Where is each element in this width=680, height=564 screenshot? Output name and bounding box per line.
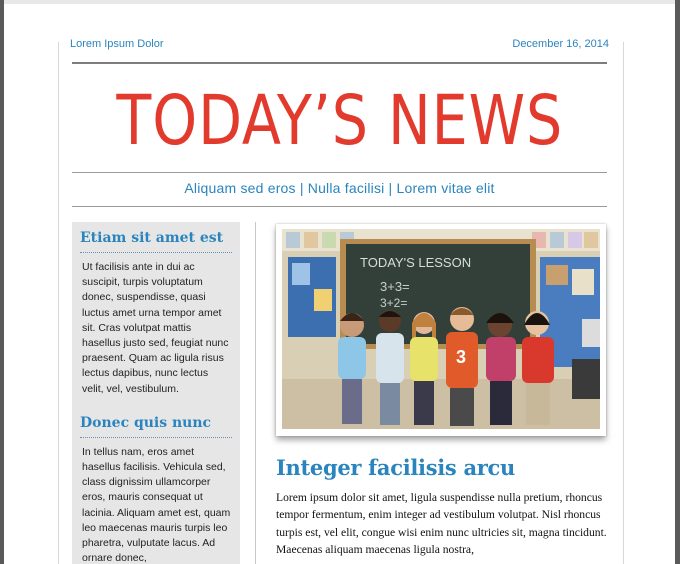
tagline-bottom-rule [72,206,607,207]
sidebar-text-1: Ut facilisis ante in dui ac suscipit, turpis voluptatum donec, suspendisse, quasi luctus amet urna tempor amet sit. Cras volutpat mattis hasellus justo sed, feugiat nunc praesent. Quam ac ligula risus lectus dapibus, nunc lectus velit, vel, vestibulum. [82,261,229,395]
tagline-top-rule [72,172,607,173]
sidebar-text-2: In tellus nam, eros amet hasellus facilisis. Vehicula sed, class dignissim ullamcorper eros, mauris consequat ut lacinia. Aliquam amet est, quam leo maecenas mauris turpis leo pharetra, vulputate lacus. Ad ornare donec, [82,445,231,564]
page-top-edge [4,0,675,4]
chalk-math: 3+2= [380,296,408,310]
newsletter-page [4,0,675,564]
masthead-title [72,76,607,166]
article-body: Lorem ipsum dolor sit amet, ligula suspendisse nulla pretium, rhoncus tempor fermentum, enim integer ad vestibulum volutpat. Nisl rhoncus turpis est, vel elit, congue wisi enim nunc ultricies sit, magna tincidunt. Maecenas aliquam maecenas ligula nostra, [276,491,607,556]
classroom-illustration [282,229,600,429]
column-divider [255,222,256,564]
right-margin-guide [623,42,624,564]
jersey-number: 3 [456,347,467,367]
chalk-math: 3+3= [380,279,410,294]
sidebar [72,222,240,564]
header-publication-name: Lorem Ipsum Dolor [70,38,164,50]
sidebar-heading-1: Etiam sit amet est [80,222,232,253]
left-margin-guide [58,42,59,564]
header-rule [72,62,607,64]
sidebar-heading-2: Donec quis nunc [80,407,232,438]
masthead-tagline: Aliquam sed eros | Nulla facilisi | Lorem vitae elit [184,180,495,196]
header-date: December 16, 2014 [512,38,609,50]
article-heading: Integer facilisis arcu [276,455,515,480]
classroom-photo [282,229,600,429]
masthead-title-text: TODAY’S NEWS [116,81,563,161]
chalkboard-text: TODAY'S LESSON [360,255,472,270]
photo-frame [276,224,606,436]
